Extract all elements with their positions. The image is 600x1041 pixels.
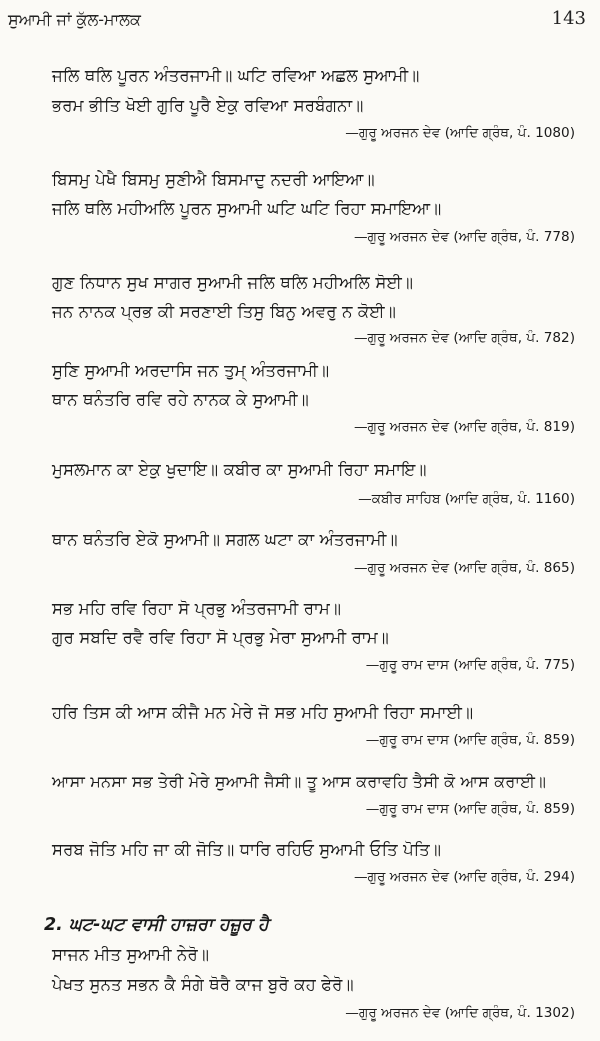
verse-line: ਜਲਿ ਥਲਿ ਪੂਰਨ ਅੰਤਰਜਾਮੀ॥ ਘਟਿ ਰਵਿਆ ਅਛਲ ਸੁਆਮੀ॥ (52, 66, 420, 85)
citation: —ਗੁਰੂ ਅਰਜਨ ਦੇਵ (ਆਦਿ ਗ੍ਰੰਥ, ਪੰ. 778) (353, 229, 575, 245)
citation: —ਗੁਰੂ ਅਰਜਨ ਦੇਵ (ਆਦਿ ਗ੍ਰੰਥ, ਪੰ. 1080) (345, 125, 575, 141)
citation: —ਗੁਰੂ ਅਰਜਨ ਦੇਵ (ਆਦਿ ਗ੍ਰੰਥ, ਪੰ. 782) (353, 330, 575, 346)
running-head: ਸੁਆਮੀ ਜਾਂ ਕੁੱਲ-ਮਾਲਕ (8, 10, 141, 29)
verse-line: ਹਰਿ ਤਿਸ ਕੀ ਆਸ ਕੀਜੈ ਮਨ ਮੇਰੇ ਜੋ ਸਭ ਮਹਿ ਸੁਆਮੀ ਰਿਹਾ ਸਮਾਈ॥ (52, 703, 474, 722)
citation: —ਗੁਰੂ ਰਾਮ ਦਾਸ (ਆਦਿ ਗ੍ਰੰਥ, ਪੰ. 859) (365, 801, 575, 817)
citation: —ਗੁਰੂ ਅਰਜਨ ਦੇਵ (ਆਦਿ ਗ੍ਰੰਥ, ਪੰ. 819) (353, 419, 575, 435)
verse-line: ਸਭ ਮਹਿ ਰਵਿ ਰਿਹਾ ਸੋ ਪ੍ਰਭੁ ਅੰਤਰਜਾਮੀ ਰਾਮ॥ (52, 599, 342, 618)
citation: —ਗੁਰੂ ਅਰਜਨ ਦੇਵ (ਆਦਿ ਗ੍ਰੰਥ, ਪੰ. 294) (353, 869, 575, 885)
page-header (0, 6, 600, 36)
verse-line: ਗੁਰ ਸਬਦਿ ਰਵੈ ਰਵਿ ਰਿਹਾ ਸੋ ਪ੍ਰਭੁ ਮੇਰਾ ਸੁਆਮੀ ਰਾਮ॥ (52, 628, 389, 647)
citation: —ਗੁਰੂ ਰਾਮ ਦਾਸ (ਆਦਿ ਗ੍ਰੰਥ, ਪੰ. 859) (365, 732, 575, 748)
verse-line: ਜਨ ਨਾਨਕ ਪ੍ਰਭ ਕੀ ਸਰਣਾਈ ਤਿਸੁ ਬਿਨੁ ਅਵਰੁ ਨ ਕੋਈ॥ (52, 302, 396, 321)
page-number: 143 (551, 8, 586, 29)
section-heading: 2. ਘਟ-ਘਟ ਵਾਸੀ ਹਾਜ਼ਰਾ ਹਜ਼ੂਰ ਹੈ (44, 915, 269, 935)
verse-line: ਸਾਜਨ ਮੀਤ ਸੁਆਮੀ ਨੇਰੋ॥ (52, 945, 210, 964)
citation: —ਕਬੀਰ ਸਾਹਿਬ (ਆਦਿ ਗ੍ਰੰਥ, ਪੰ. 1160) (358, 491, 575, 507)
citation: —ਗੁਰੂ ਅਰਜਨ ਦੇਵ (ਆਦਿ ਗ੍ਰੰਥ, ਪੰ. 865) (353, 560, 575, 576)
verse-line: ਥਾਨ ਥਨੰਤਰਿ ਰਵਿ ਰਹੇ ਨਾਨਕ ਕੇ ਸੁਆਮੀ॥ (52, 390, 309, 409)
verse-line: ਪੇਖਤ ਸੁਨਤ ਸਭਨ ਕੈ ਸੰਗੇ ਥੋਰੈ ਕਾਜ ਬੁਰੋ ਕਹ ਫੇਰੋ॥ (52, 975, 354, 994)
citation: —ਗੁਰੂ ਰਾਮ ਦਾਸ (ਆਦਿ ਗ੍ਰੰਥ, ਪੰ. 775) (365, 657, 575, 673)
citation: —ਗੁਰੂ ਅਰਜਨ ਦੇਵ (ਆਦਿ ਗ੍ਰੰਥ, ਪੰ. 1302) (345, 1005, 575, 1021)
verse-line: ਥਾਨ ਥਨੰਤਰਿ ਏਕੋ ਸੁਆਮੀ॥ ਸਗਲ ਘਟਾ ਕਾ ਅੰਤਰਜਾਮੀ॥ (52, 530, 398, 549)
verse-line: ਮੁਸਲਮਾਨ ਕਾ ਏਕੁ ਖੁਦਾਇ॥ ਕਬੀਰ ਕਾ ਸੁਆਮੀ ਰਿਹਾ ਸਮਾਇ॥ (52, 460, 427, 479)
verse-line: ਜਲਿ ਥਲਿ ਮਹੀਅਲਿ ਪੂਰਨ ਸੁਆਮੀ ਘਟਿ ਘਟਿ ਰਿਹਾ ਸਮਾਇਆ॥ (52, 199, 442, 218)
verse-line: ਬਿਸਮੁ ਪੇਖੈ ਬਿਸਮੁ ਸੁਣੀਐ ਬਿਸਮਾਦੁ ਨਦਰੀ ਆਇਆ॥ (52, 170, 375, 189)
verse-line: ਭਰਮ ਭੀਤਿ ਖੋਈ ਗੁਰਿ ਪੂਰੈ ਏਕੁ ਰਵਿਆ ਸਰਬੰਗਨਾ॥ (52, 96, 364, 115)
verse-line: ਗੁਣ ਨਿਧਾਨ ਸੁਖ ਸਾਗਰ ਸੁਆਮੀ ਜਲਿ ਥਲਿ ਮਹੀਅਲਿ ਸੋਈ॥ (52, 273, 414, 292)
verse-line: ਆਸਾ ਮਨਸਾ ਸਭ ਤੇਰੀ ਮੇਰੇ ਸੁਆਮੀ ਜੈਸੀ॥ ਤੂ ਆਸ ਕਰਾਵਹਿ ਤੈਸੀ ਕੋ ਆਸ ਕਰਾਈ॥ (52, 772, 547, 791)
verse-line: ਸੁਣਿ ਸੁਆਮੀ ਅਰਦਾਸਿ ਜਨ ਤੁਮ੍ ਅੰਤਰਜਾਮੀ॥ (52, 361, 330, 380)
verse-line: ਸਰਬ ਜੋਤਿ ਮਹਿ ਜਾ ਕੀ ਜੋਤਿ॥ ਧਾਰਿ ਰਹਿਓ ਸੁਆਮੀ ਓਤਿ ਪੋਤਿ॥ (52, 840, 442, 859)
